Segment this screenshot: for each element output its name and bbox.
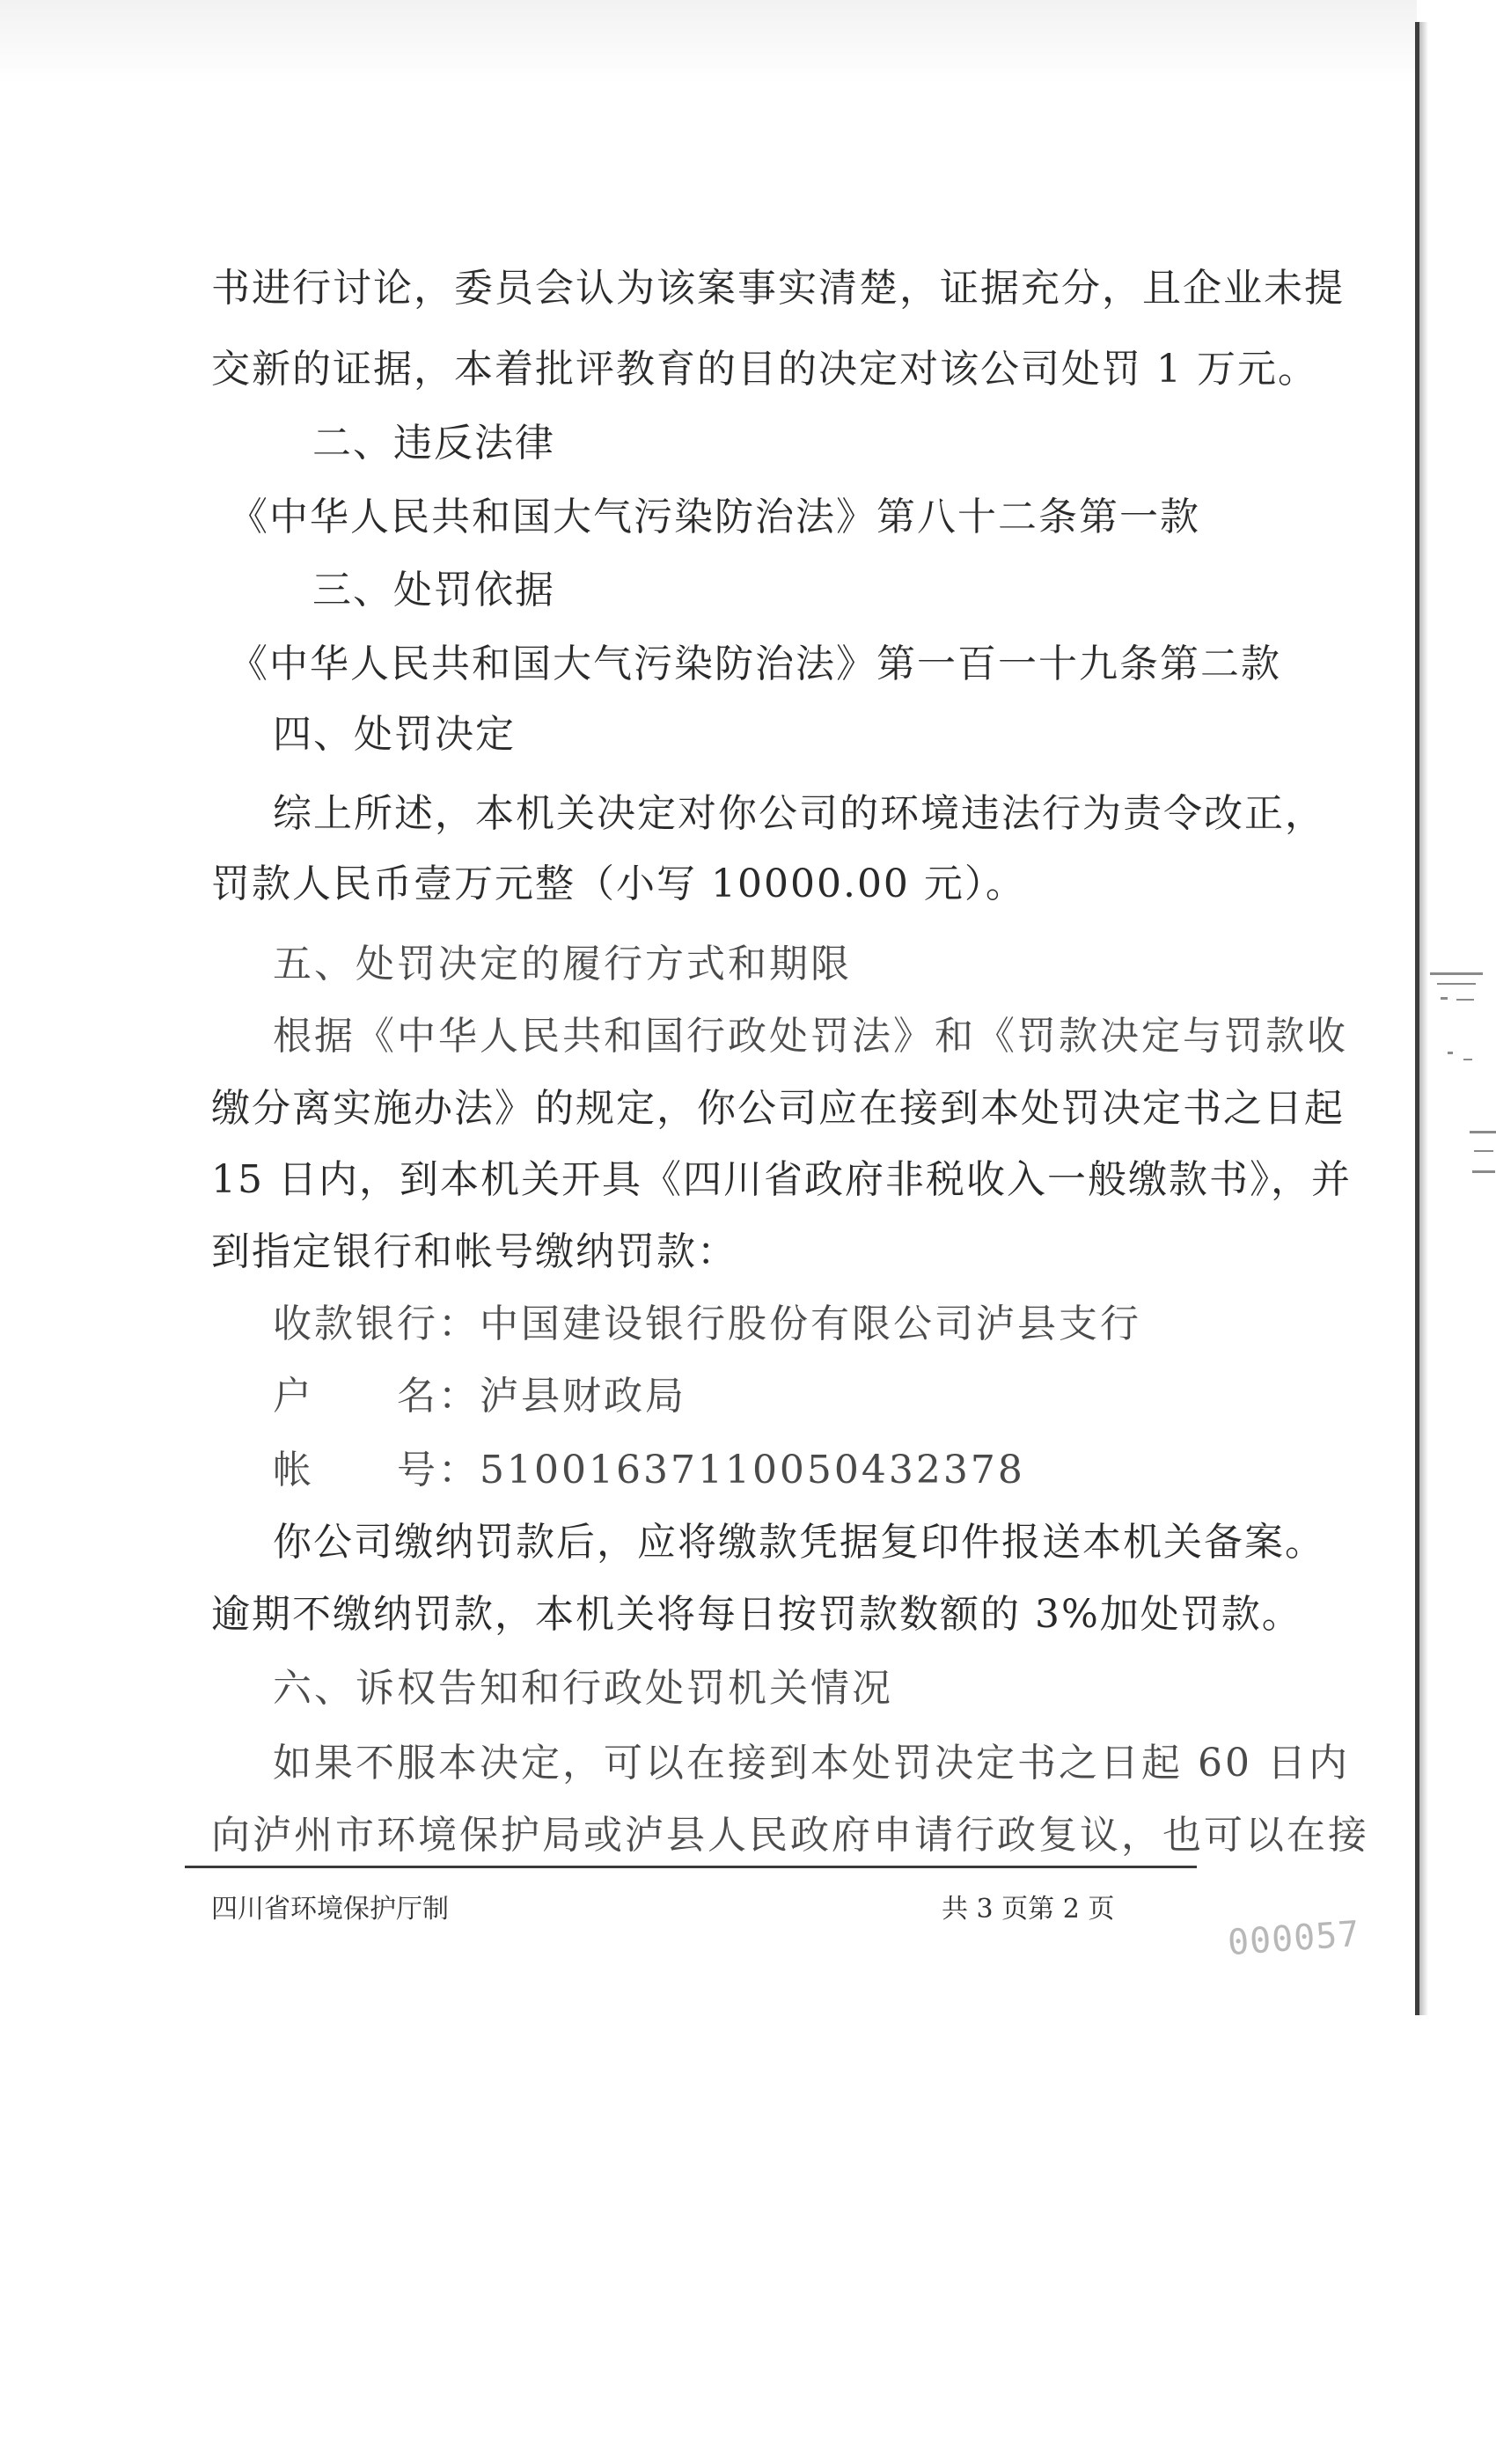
footer-issuer: 四川省环境保护厅制 [211, 1894, 449, 1925]
body-line: 到指定银行和帐号缴纳罚款： [211, 1229, 737, 1274]
section-heading: 二、违反法律 [312, 421, 555, 466]
body-line: 逾期不缴纳罚款，本机关将每日按罚款数额的 3%加处罚款。 [211, 1592, 1302, 1637]
section-heading: 五、处罚决定的履行方式和期限 [273, 942, 852, 986]
account-holder-line: 户 名：泸县财政局 [273, 1374, 686, 1419]
body-line: 根据《中华人民共和国行政处罚法》和《罚款决定与罚款收 [273, 1014, 1348, 1059]
footer-rule [185, 1866, 1197, 1868]
body-line: 交新的证据，本着批评教育的目的决定对该公司处罚 1 万元。 [211, 347, 1318, 392]
section-heading: 六、诉权告知和行政处罚机关情况 [273, 1666, 893, 1711]
body-line: 罚款人民币壹万元整（小写 10000.00 元）。 [211, 862, 1026, 906]
law-citation: 《中华人民共和国大气污染防治法》第八十二条第一款 [229, 495, 1200, 539]
body-line: 向泸州市环境保护局或泸县人民政府申请行政复议，也可以在接 [211, 1813, 1369, 1858]
account-number-line: 帐 号：51001637110050432378 [273, 1448, 1025, 1492]
body-line: 如果不服本决定，可以在接到本处罚决定书之日起 60 日内 [273, 1741, 1350, 1786]
footer-page-info: 共 3 页第 2 页 [942, 1894, 1115, 1925]
body-line: 你公司缴纳罚款后，应将缴款凭据复印件报送本机关备案。 [273, 1520, 1325, 1565]
body-line: 15 日内，到本机关开具《四川省政府非税收入一般缴款书》，并 [211, 1157, 1352, 1202]
scan-edge-specks [1421, 955, 1496, 1219]
section-heading: 三、处罚依据 [312, 568, 555, 612]
body-line: 书进行讨论，委员会认为该案事实清楚，证据充分，且企业未提 [211, 266, 1345, 311]
bank-name-line: 收款银行：中国建设银行股份有限公司泸县支行 [273, 1302, 1141, 1346]
section-heading: 四、处罚决定 [273, 712, 516, 757]
body-line: 缴分离实施办法》的规定，你公司应在接到本处罚决定书之日起 [211, 1086, 1345, 1131]
stamped-serial-number: 000057 [1226, 1913, 1361, 1964]
law-citation: 《中华人民共和国大气污染防治法》第一百一十九条第二款 [229, 642, 1281, 686]
scan-top-shading [0, 0, 1417, 84]
body-line: 综上所述，本机关决定对你公司的环境违法行为责令改正， [273, 791, 1325, 836]
